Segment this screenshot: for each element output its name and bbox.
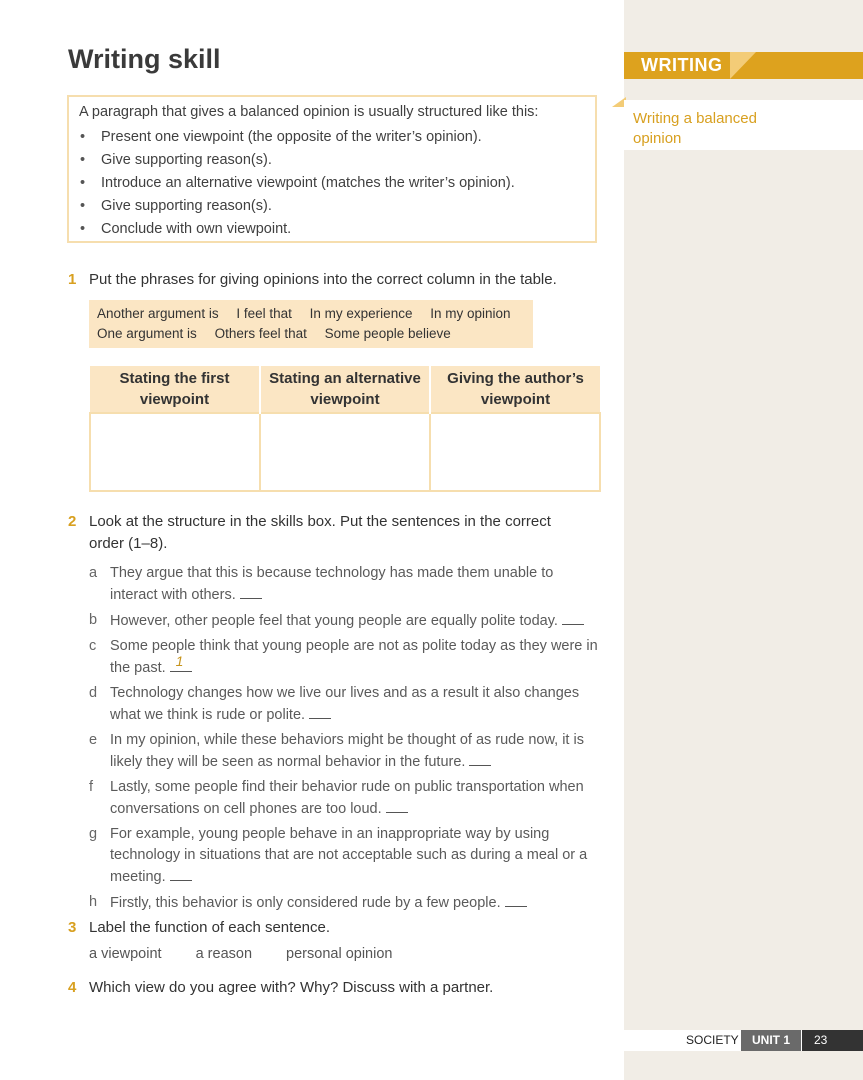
function-labels (89, 946, 422, 962)
function-label: a viewpoint (89, 946, 162, 962)
task-number: 3 (68, 919, 77, 936)
answer-blank[interactable] (386, 798, 408, 813)
table-header: Giving the author’s viewpoint (430, 366, 600, 413)
sentence-text: Technology changes how we live our lives and as a result it also changes what we think is rude or polite. (110, 685, 580, 723)
answer-blank[interactable] (170, 653, 192, 672)
example-answer: 1 (175, 653, 184, 669)
task-instruction: Which view do you agree with? Why? Discuss with a partner. (89, 979, 494, 996)
phrase: Some people believe (324, 326, 451, 341)
sentence-text: They argue that this is because technology has made them unable to interact with others. (110, 565, 554, 603)
skill-item: • Conclude with own viewpoint. (79, 218, 515, 241)
task-instruction: Put the phrases for giving opinions into the correct column in the table. (89, 271, 557, 288)
skill-item: • Give supporting reason(s). (79, 149, 515, 172)
task-number: 4 (68, 979, 77, 996)
answer-blank[interactable] (505, 892, 527, 907)
sentence-item (89, 683, 604, 726)
sentence-item (89, 824, 604, 888)
sentence-text: Lastly, some people find their behavior rude on public transportation when conversations on cell phones are too loud. (110, 779, 584, 817)
sentence-text: For example, young people behave in an inappropriate way by using technology in situations that are not acceptable such as during a meal or a meeting. (110, 826, 588, 885)
task-4 (68, 977, 588, 999)
table-row (90, 413, 600, 491)
phrase: In my experience (309, 306, 413, 321)
sentence-text: However, other people feel that young people are equally polite today. (110, 613, 558, 629)
sentence-letter: b (89, 612, 98, 628)
sentence-item (89, 730, 604, 773)
phrase: I feel that (236, 306, 292, 321)
sentence-text: Some people think that young people are not as polite today as they were in the past. (110, 638, 598, 676)
section-tab-label: WRITING (641, 55, 723, 75)
sentence-letter: d (89, 685, 98, 701)
function-label: personal opinion (286, 946, 393, 962)
page-number: 23 (802, 1030, 863, 1051)
task-instruction: Look at the structure in the skills box. Put the sentences in the correct order (1–8). (89, 513, 551, 552)
sentence-letter: g (89, 826, 98, 842)
tab-fold-decoration (730, 52, 756, 79)
task-3 (68, 917, 588, 939)
answer-blank[interactable] (240, 584, 262, 599)
answer-blank[interactable] (562, 610, 584, 625)
function-label: a reason (195, 946, 253, 962)
footer-unit: UNIT 1 (741, 1030, 801, 1051)
phrase-row-1 (97, 306, 525, 321)
sentence-item (89, 636, 604, 679)
task-number: 1 (68, 271, 77, 288)
skill-intro: A paragraph that gives a balanced opinion is usually structured like this: (79, 104, 539, 120)
table-header-row (90, 366, 600, 413)
skill-item: • Introduce an alternative viewpoint (matches the writer’s opinion). (79, 172, 515, 195)
sentence-item (89, 892, 604, 914)
phrase-row-2 (97, 326, 465, 341)
phrase: One argument is (97, 326, 197, 341)
footer-section: SOCIETY (686, 1033, 739, 1047)
table-answer-cell[interactable] (430, 413, 600, 491)
table-answer-cell[interactable] (260, 413, 430, 491)
task-2 (68, 511, 588, 555)
sentence-letter: h (89, 894, 98, 910)
sidebar (624, 0, 863, 1080)
skill-item: • Present one viewpoint (the opposite of the writer’s opinion). (79, 126, 515, 149)
phrase: Others feel that (214, 326, 307, 341)
sentence-text: Firstly, this behavior is only considered rude by a few people. (110, 895, 501, 911)
sentence-item (89, 777, 604, 820)
answer-blank[interactable] (170, 866, 192, 881)
table-header: Stating an alternative viewpoint (260, 366, 430, 413)
table-answer-cell[interactable] (90, 413, 260, 491)
sentence-item (89, 563, 604, 606)
sentence-letter: e (89, 732, 98, 748)
task-1 (68, 269, 588, 291)
skill-item: • Give supporting reason(s). (79, 195, 515, 218)
sentence-list (89, 563, 604, 918)
table-header: Stating the first viewpoint (90, 366, 260, 413)
sentence-letter: a (89, 565, 98, 581)
sentence-item (89, 610, 604, 632)
answer-blank[interactable] (469, 751, 491, 766)
phrase: Another argument is (97, 306, 219, 321)
answer-blank[interactable] (309, 704, 331, 719)
opinion-table (89, 366, 601, 492)
task-number: 2 (68, 513, 77, 530)
page-title: Writing skill (68, 44, 221, 74)
phrase: In my opinion (430, 306, 511, 321)
sentence-text: In my opinion, while these behaviors might be thought of as rude now, it is likely they will be seen as normal behavior in the future. (110, 732, 584, 770)
sentence-letter: c (89, 638, 97, 654)
task-instruction: Label the function of each sentence. (89, 919, 331, 936)
skill-list (79, 126, 515, 241)
sidebar-subtitle: Writing a balanced opinion (633, 110, 757, 147)
sentence-letter: f (89, 779, 94, 795)
